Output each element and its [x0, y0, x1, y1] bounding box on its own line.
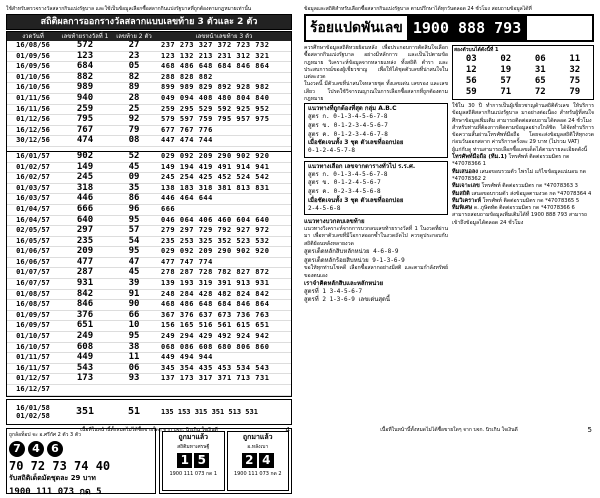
- contact-name: โทรศัพท์มือถือ (ทีม.1): [452, 154, 507, 161]
- row-two-digit: 45: [128, 161, 140, 172]
- top-number: 72: [534, 87, 546, 97]
- row-two-digit: 35: [128, 182, 140, 193]
- row-first-prize: 474: [76, 135, 94, 146]
- intro-text-2: ในงวดนี้ มีตัวเลขที่น่าสนใจหลายชุด ทั้งเลขเด่น เลขรอง และเลขเสียว โปรดใช้วิจารณญาณในการเลือกซื้อสลากที่ถูกต้องตามกฎหมาย: [304, 81, 448, 103]
- contact-text: โทรศัพท์ ติดต่อรวมมิตร กด *47078363 3: [481, 183, 578, 190]
- formula-box-1: [304, 103, 448, 157]
- row-three-digit: 235 253 325 352 523 532: [161, 236, 270, 245]
- row-two-digit: 10: [128, 320, 140, 331]
- row-two-digit: 05: [128, 61, 140, 72]
- table-row: [7, 136, 291, 147]
- row-two-digit: 95: [128, 246, 140, 257]
- ad-strip: [6, 428, 292, 497]
- formula-2-title: แนวทางเลือก เลขจากตารางทั่วไป ร.ร.ศ.: [308, 162, 416, 170]
- table-row: [7, 364, 291, 375]
- contact-item: [452, 183, 594, 190]
- banner-phone: 1900 888 793: [407, 16, 527, 40]
- contact-tail: สามารถสอบถามข้อมูลเพิ่มเติมได้ที่ 1900 888 793 สามารถเข้าถึงข้อมูลได้ตลอด 24 ชั่วโมง: [452, 212, 588, 226]
- row-two-digit: 52: [128, 150, 140, 161]
- contact-name: ทีมพิเศษ: [452, 205, 473, 212]
- col-three-digit: เลขหน้าเลขท้าย 3 ตัว: [195, 33, 253, 40]
- final-date-2: 01/02/58: [16, 411, 50, 420]
- top-number: 32: [569, 65, 581, 75]
- top-number: 75: [569, 76, 581, 86]
- row-three-digit: 468 486 648 684 846 864: [161, 300, 270, 309]
- row-first-prize: 666: [76, 203, 94, 214]
- right-columns: [304, 45, 594, 305]
- right-page: [304, 6, 594, 434]
- row-first-prize: 931: [76, 278, 94, 289]
- row-two-digit: 79: [128, 124, 140, 135]
- row-date: 16/10/56: [16, 83, 50, 92]
- row-two-digit: 06: [128, 362, 140, 373]
- rows-group-b: [7, 152, 291, 396]
- formula-line: 2-4-5-6-8: [308, 204, 341, 212]
- table-row: [7, 268, 291, 279]
- row-two-digit: 92: [128, 114, 140, 125]
- formula-line: สูตร ค. 0-1-2-3-4-6-7-8: [308, 130, 388, 138]
- row-two-digit: 08: [128, 135, 140, 146]
- final-first-prize: 351: [75, 406, 95, 418]
- row-two-digit: 11: [128, 352, 140, 363]
- row-three-digit: 449 494 944: [161, 353, 213, 362]
- row-first-prize: 259: [76, 103, 94, 114]
- left-footer: เนื้อที่ในหน้านี้ทั้งหมดไม่ได้ซื้อขายใดๆ จาก บจก. นิรเกิน ใจเงินดี: [80, 427, 218, 433]
- row-date: 01/04/57: [16, 204, 50, 213]
- left-page: [6, 6, 292, 497]
- contact-text: โทรศัพท์ ติดต่อรวมมิตร กด *47078365 5: [482, 197, 580, 204]
- table-row: [7, 311, 291, 322]
- row-three-digit: 345 354 435 453 534 543: [161, 363, 270, 372]
- row-first-prize: 477: [76, 256, 94, 267]
- row-three-digit: 288 828 882: [161, 72, 213, 81]
- row-two-digit: 39: [128, 278, 140, 289]
- table-header: [7, 32, 291, 41]
- top-number: 56: [465, 76, 477, 86]
- final-two-digit: 51: [127, 406, 141, 418]
- top-number: 02: [500, 54, 512, 64]
- ad1-ball: 7: [9, 441, 25, 457]
- formula-3-text: แนวทางวิเคราะห์จากการบวกลบเลขท้ายรางวัลที่ 1 ในงวดที่ผ่านมา เพื่อหาตัวเลขที่มีโอกาสออกซ้ำในงวดถัดไป ควรดูประกอบกับสถิติย้อนหลังหลายงวด: [304, 226, 448, 247]
- row-three-digit: 367 376 637 673 736 763: [161, 310, 270, 319]
- row-two-digit: 95: [128, 214, 140, 225]
- ad2-box-2-pair: [228, 453, 289, 468]
- formula-1-note: เมื่อชัดเจนทั้ง 3 ชุด ตัวเลขที่ออกบ่อย: [308, 139, 404, 147]
- row-three-digit: 579 597 759 795 957 975: [161, 115, 270, 124]
- row-three-digit: 123 132 213 231 312 321: [161, 51, 270, 60]
- formula-4-text: ขอให้ทุกท่านโชคดี เลือกซื้อสลากอย่างมีสติ และตามกำลังทรัพย์ของตนเอง: [304, 265, 448, 279]
- rows-group-a: [7, 41, 291, 147]
- formula-line: สูตร ค. 0-2-3-4-5-6-8: [308, 187, 381, 195]
- table-row: [7, 194, 291, 205]
- right-footer: เนื้อที่ในหน้านี้ทั้งหมดไม่ได้ซื้อขายใดๆ จาก บจก. นิรเกิน ใจเงินดี: [380, 427, 518, 433]
- ad1-cta: รับสถิติเด็ดมัดชุดละ 29 บาท: [9, 473, 96, 482]
- col-date: งวดวันที่: [22, 33, 44, 40]
- ad2-box-2-sub: 1900 111 073 กด 2: [233, 470, 282, 477]
- row-first-prize: 297: [76, 225, 94, 236]
- row-three-digit: 279 297 729 792 927 972: [161, 226, 270, 235]
- ad-lucky-numbers: [6, 428, 156, 497]
- table-row: [7, 105, 291, 116]
- top-number: 06: [534, 54, 546, 64]
- row-two-digit: 90: [128, 299, 140, 310]
- formula-line: สูตร ก. 0-1-3-4-5-6-7-8: [308, 170, 388, 178]
- final-three-digit: 135 153 315 351 513 531: [161, 407, 258, 416]
- row-two-digit: 38: [128, 341, 140, 352]
- formula-line: สูตรเด็ดหลักสิบหลักหน่วย 4-6-8-9: [304, 248, 399, 256]
- row-date: 16/11/56: [16, 104, 50, 113]
- row-three-digit: 477 747 774: [161, 257, 213, 266]
- top-number: 57: [500, 76, 512, 86]
- row-first-prize: 989: [76, 82, 94, 93]
- right-column-1: [304, 45, 448, 305]
- top-number: 12: [465, 65, 477, 75]
- row-date: 01/11/56: [16, 93, 50, 102]
- top-numbers-heading: สองตัวบนได้ดังนี้ที่ 1: [454, 47, 499, 53]
- row-three-digit: 156 165 516 561 615 651: [161, 321, 270, 330]
- table-row: [7, 353, 291, 364]
- row-first-prize: 173: [76, 373, 94, 384]
- row-two-digit: 82: [128, 71, 140, 82]
- ad2-box-2: [227, 431, 290, 491]
- row-two-digit: 23: [128, 50, 140, 61]
- table-row: [7, 321, 291, 332]
- pair-digit: 4: [259, 453, 274, 468]
- row-two-digit: 54: [128, 235, 140, 246]
- table-row: [7, 290, 291, 301]
- formula-box-2: [304, 161, 448, 215]
- formula-line: สูตร ข. 0-1-2-4-5-6-7: [308, 179, 381, 187]
- row-first-prize: 651: [76, 320, 94, 331]
- row-three-digit: 138 183 318 381 813 831: [161, 183, 270, 192]
- row-two-digit: 28: [128, 92, 140, 103]
- row-two-digit: [111, 385, 157, 395]
- row-three-digit: 029 092 209 290 902 920: [161, 151, 270, 160]
- ad1-ball: 6: [47, 441, 63, 457]
- final-date-1: 16/01/58: [16, 403, 50, 412]
- row-three-digit: 468 486 648 684 846 864: [161, 62, 270, 71]
- table-row: [7, 258, 291, 269]
- table-row: [7, 184, 291, 195]
- right-column-2: [452, 45, 594, 305]
- contact-text: เสนอขอบรวมตัว ส่งข้อมูลตามงวด กด *47078364 4: [471, 190, 592, 197]
- top-number: 65: [534, 76, 546, 86]
- row-first-prize: 543: [76, 362, 94, 373]
- row-date: 01/08/57: [16, 289, 50, 298]
- banner-title: ร้อยแปดพันเลข: [310, 20, 403, 36]
- top-number: 59: [465, 87, 477, 97]
- ad2-box-2-label: อ.หลังเบา: [247, 443, 269, 450]
- row-three-digit: 049 094 408 480 804 840: [161, 93, 270, 102]
- row-two-digit: 45: [128, 267, 140, 278]
- table-row: [7, 62, 291, 73]
- row-first-prize: 842: [76, 288, 94, 299]
- table-row: [7, 300, 291, 311]
- intro-text: ควรศึกษาข้อมูลสถิติหวยย้อนหลัง เพื่อประกอบการตัดสินใจเลือกซื้อสลากกินแบ่งรัฐบาล อย่างมีหลักการ และเป็นไปตามข้อกฎหมาย วิเคราะห์ข้อมูลจากหลายแหล่ง ทั้งสถิติ ตำรา และประสบการณ์ของผู้เชี่ยวชาญ เพื่อให้ได้ชุดตัวเลขที่น่าสนใจในแต่ละงวด: [304, 45, 448, 81]
- formula-1-title: แนวทางที่ถูกต้องที่สุด กลุ่ม A.B.C: [308, 105, 397, 113]
- row-three-digit: 899 989 829 892 928 982: [161, 83, 270, 92]
- right-header: ข้อมูลและสถิติสำหรับเลือกซื้อสลากกินแบ่งรัฐบาล ตามปรึกษาได้ทุกวันตลอด 24 ชั่วโมง สอบถามข้อมูลได้ที่: [304, 6, 532, 12]
- top-number: 71: [500, 87, 512, 97]
- row-first-prize: 376: [76, 309, 94, 320]
- row-two-digit: 89: [128, 82, 140, 93]
- row-three-digit: 259 295 529 592 925 952: [161, 104, 270, 113]
- table-row: [7, 163, 291, 174]
- row-three-digit: 046 064 406 460 604 640: [161, 215, 270, 224]
- row-date: 16/06/57: [16, 257, 50, 266]
- ad1-ball: 4: [28, 441, 44, 457]
- row-date: 01/11/57: [16, 353, 50, 362]
- ad1-balls: [9, 441, 153, 457]
- row-date: 16/01/57: [16, 151, 50, 160]
- row-date: 01/12/57: [16, 374, 50, 383]
- row-date: 01/07/57: [16, 268, 50, 277]
- table-row: [7, 374, 291, 385]
- row-first-prize: 209: [76, 246, 94, 257]
- row-date: 01/10/56: [16, 72, 50, 81]
- column-2-text-1: ใช้ใน 30 ปี ทำการเป็นผู้เชี่ยวชาญด้านสถิติตัวเลข ให้บริการข้อมูลสถิติสลากกินแบ่งรัฐบาล มาอย่างต่อเนื่อง สำหรับผู้ที่สนใจศึกษาข้อมูลเพิ่มเติม สามารถติดต่อสอบถามได้ตลอด 24 ชั่วโมง: [452, 103, 594, 124]
- contact-item: [452, 169, 594, 184]
- row-first-prize: 446: [76, 193, 94, 204]
- table-row: [7, 237, 291, 248]
- contact-item: [452, 191, 594, 198]
- table-row: [7, 216, 291, 227]
- row-date: 01/12/56: [16, 115, 50, 124]
- row-date: 16/04/57: [16, 215, 50, 224]
- left-page-number: 4: [285, 426, 290, 434]
- ad2-box-1-sub: 1900 111 073 กด 1: [169, 470, 218, 477]
- row-two-digit: 25: [128, 103, 140, 114]
- ad1-top: ถูกล้อท็อป จะ อ.ศรีกัศ 2 ตัว 3 ตัว: [9, 431, 81, 438]
- row-three-digit: 245 254 425 452 524 542: [161, 173, 270, 182]
- table-row: [7, 115, 291, 126]
- row-first-prize: 449: [76, 352, 94, 363]
- row-date: 01/06/57: [16, 247, 50, 256]
- row-two-digit: 66: [128, 309, 140, 320]
- row-first-prize: 123: [76, 50, 94, 61]
- formula-line: สูตรที่ 1 3-4-5-6-7: [304, 287, 363, 295]
- pair-digit: 1: [177, 453, 192, 468]
- table-row: [7, 247, 291, 258]
- row-first-prize: 882: [76, 71, 94, 82]
- final-row: [6, 399, 292, 425]
- row-first-prize: 572: [76, 40, 94, 50]
- right-page-number: 5: [587, 426, 592, 434]
- table-row: [7, 73, 291, 84]
- row-date: 16/08/56: [16, 41, 50, 49]
- row-three-digit: 249 294 429 492 924 942: [161, 332, 270, 341]
- table-row: [7, 205, 291, 216]
- table-row: [7, 385, 291, 396]
- row-first-prize: 318: [76, 182, 94, 193]
- contact-name: ทีมสถิติ: [452, 190, 470, 197]
- ad2-box-2-title: ถูกมาแล้ว: [242, 432, 273, 441]
- top-number: 11: [569, 54, 581, 64]
- table-row: [7, 94, 291, 105]
- row-three-digit: 278 287 728 782 827 872: [161, 268, 270, 277]
- row-first-prize: 287: [76, 267, 94, 278]
- row-first-prize: 608: [76, 341, 94, 352]
- row-three-digit: 149 194 419 491 914 941: [161, 162, 270, 171]
- row-first-prize: 149: [76, 161, 94, 172]
- ad1-phone: 1900 111 073 กด 5: [9, 486, 102, 497]
- row-date: 30/12/56: [16, 136, 50, 145]
- row-first-prize: 684: [76, 61, 94, 72]
- row-three-digit: 446 464 644: [161, 194, 213, 203]
- ad-hit-results: [159, 428, 292, 494]
- row-first-prize: 640: [76, 214, 94, 225]
- table-row: [7, 343, 291, 354]
- row-date: 16/09/57: [16, 321, 50, 330]
- ad2-box-1-title: ถูกมาแล้ว: [178, 432, 209, 441]
- row-first-prize: 249: [76, 331, 94, 342]
- final-dates: [7, 400, 59, 424]
- row-date: 02/05/57: [16, 226, 50, 235]
- contact-name: ทีมเจาะเลข: [452, 183, 480, 190]
- formula-line: สูตร ก. 0-1-3-4-5-6-7-8: [308, 113, 388, 121]
- row-first-prize: 940: [76, 92, 94, 103]
- contact-item: [452, 154, 594, 169]
- table-row: [7, 52, 291, 63]
- table-row: [7, 83, 291, 94]
- row-two-digit: 57: [128, 225, 140, 236]
- row-date: 16/07/57: [16, 279, 50, 288]
- ad1-numbers: 70 72 73 74 40: [9, 458, 111, 473]
- row-first-prize: 235: [76, 235, 94, 246]
- row-first-prize: 245: [76, 172, 94, 183]
- row-date: 01/09/56: [16, 51, 50, 60]
- row-date: 16/08/57: [16, 300, 50, 309]
- row-three-digit: 677 767 776: [161, 125, 213, 134]
- row-date: 16/12/56: [16, 125, 50, 134]
- top-number: 19: [500, 65, 512, 75]
- row-three-digit: 248 284 428 482 824 842: [161, 289, 270, 298]
- row-date: 01/10/57: [16, 332, 50, 341]
- stats-table: [6, 31, 292, 397]
- row-three-digit: 139 193 319 391 913 931: [161, 279, 270, 288]
- contact-text: โทรศัพท์ ติดต่อรวมมิตร กด *47078366 1: [452, 154, 570, 168]
- row-three-digit: 666: [161, 204, 176, 213]
- ad2-box-1-label: สถิติมหาเศรษฐี: [177, 443, 210, 450]
- contact-intro: ผู้แก่กับดู ท่านสามารถเลือกซื้อเลขเด็ดได้ตามรายละเอียดดังนี้: [452, 146, 588, 153]
- column-2-text-2: สำหรับท่านที่ต้องการติดตามข้อมูลอย่างใกล้ชิด ได้จัดทำบริการข้อความสั้นผ่านโทรศัพท์มือถือ โดยจะส่งข้อมูลสถิติให้ทุกงวดก่อนวันออกสลาก ค่าบริการครั้งละ 29 บาท (ไม่รวม VAT): [452, 124, 594, 146]
- contact-text: เสนอขอบรวมตัว ไพรไม่ แก้ไขข้อมูลแน่นอน กด *47078362 2: [452, 168, 586, 182]
- row-first-prize: 767: [76, 124, 94, 135]
- formula-4-title: เราจำคิดหลักสิบและหลักหน่วย: [304, 279, 384, 287]
- row-date: 01/02/57: [16, 162, 50, 171]
- row-date: 16/10/57: [16, 342, 50, 351]
- row-three-digit: 447 474 744: [161, 136, 213, 145]
- row-three-digit: 068 086 608 680 806 860: [161, 342, 270, 351]
- ad2-box-1: [162, 431, 225, 491]
- table-row: [7, 126, 291, 137]
- row-two-digit: 09: [128, 172, 140, 183]
- stat-title: สถิติผลการออกรางวัลสลากแบบเลขท้าย 3 ตัวและ 2 ตัว: [6, 14, 292, 30]
- formula-2-note: เมื่อชัดเจนทั้ง 3 ชุด ตัวเลขที่ออกบ่อย: [308, 196, 404, 204]
- col-first-prize: เลขท้ายรางวัลที่ 1: [61, 33, 109, 40]
- row-three-digit: [157, 385, 291, 395]
- top-number: 31: [534, 65, 546, 75]
- table-row: [7, 41, 291, 52]
- pair-digit: 5: [194, 453, 209, 468]
- row-date: 16/02/57: [16, 173, 50, 182]
- contact-name: ทีมเสนอลง: [452, 168, 479, 175]
- formula-line: 0-1-2-4-5-7-8: [308, 147, 355, 155]
- formula-3-title: แนวทางบวกลบเลขท้าย: [304, 218, 365, 226]
- row-first-prize: 795: [76, 114, 94, 125]
- top-number: 79: [569, 87, 581, 97]
- row-three-digit: 137 173 317 371 713 731: [161, 374, 270, 383]
- row-date: 01/09/57: [16, 310, 50, 319]
- contact-name: ทีมวิเคราะห์: [452, 197, 482, 204]
- ad2-box-1-pair: [163, 453, 224, 468]
- row-two-digit: 95: [128, 331, 140, 342]
- table-row: [7, 152, 291, 163]
- formula-line: สูตรที่ 2 1-3-6-9 เลขเด่นสุดนี้: [304, 296, 391, 304]
- row-two-digit: 47: [128, 256, 140, 267]
- row-date: 16/03/57: [16, 194, 50, 203]
- contact-list: [452, 154, 594, 212]
- row-three-digit: 237 273 327 372 723 732: [161, 41, 270, 49]
- row-two-digit: 91: [128, 288, 140, 299]
- row-first-prize: 902: [76, 150, 94, 161]
- row-date: 01/03/57: [16, 183, 50, 192]
- table-row: [7, 226, 291, 237]
- col-two-digit: เลขท้าย 2 ตัว: [116, 33, 152, 40]
- left-header: ใช้สำหรับตรวจรางวัลสลากกินแบ่งรัฐบาล และใช้เป็นข้อมูลเลือกซื้อสลากกินแบ่งรัฐบาลที่ถูกต้องตามกฎหมายเท่านั้น: [6, 6, 252, 12]
- formula-line: สูตร ข. 0-1-2-3-4-5-6-7: [308, 121, 388, 129]
- row-three-digit: 029 092 209 290 902 920: [161, 247, 270, 256]
- contact-text: ด. ภูษิตทัต ติดต่อรวมมิตร กด *47078366 6: [473, 205, 575, 212]
- row-date: 16/09/56: [16, 62, 50, 71]
- table-row: [7, 332, 291, 343]
- formula-line: สูตรเด็ดหลักร้อยสิบหน่วย 9-1-3-6-9: [304, 256, 405, 264]
- row-two-digit: 93: [128, 373, 140, 384]
- row-date: 16/12/57: [16, 385, 50, 393]
- row-two-digit: 86: [128, 193, 140, 204]
- row-two-digit: 27: [128, 40, 140, 50]
- pair-digit: 2: [242, 453, 257, 468]
- top-number: 03: [465, 54, 477, 64]
- row-two-digit: 96: [128, 203, 140, 214]
- top-numbers-box: [452, 45, 594, 100]
- table-row: [7, 173, 291, 184]
- row-first-prize: 846: [76, 299, 94, 310]
- table-row: [7, 279, 291, 290]
- row-date: 16/11/57: [16, 363, 50, 372]
- banner: [304, 14, 594, 42]
- row-first-prize: [59, 385, 111, 395]
- row-date: 16/05/57: [16, 236, 50, 245]
